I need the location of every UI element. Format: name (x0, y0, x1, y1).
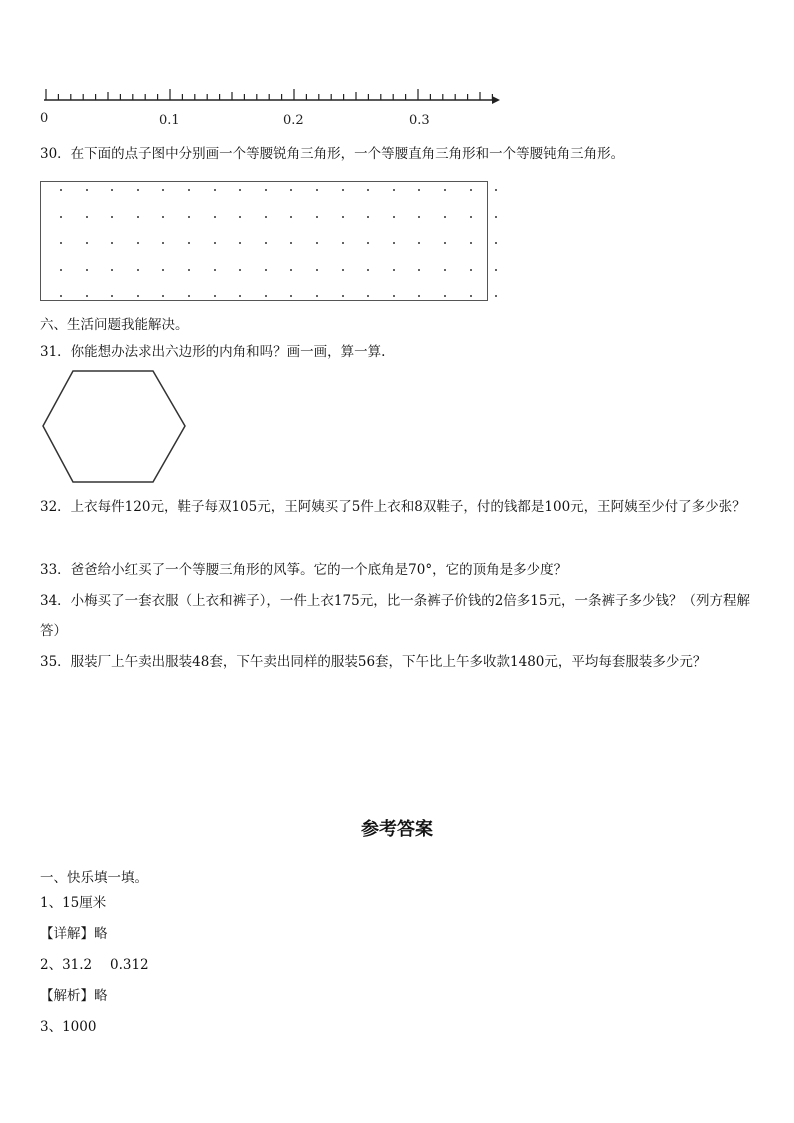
answer-3: 3、1000 (40, 1019, 97, 1035)
grid-dot[interactable] (495, 295, 497, 297)
answer-2-label: 2、31.2 (40, 957, 93, 973)
answer-1: 1、15厘米 (40, 895, 107, 911)
question-32: 32．上衣每件120元，鞋子每双105元，王阿姨买了5件上衣和8双鞋子，付的钱都是100元，王阿姨至少付了多少张？ (40, 499, 746, 515)
grid-dot[interactable] (418, 216, 420, 218)
grid-dot[interactable] (444, 242, 446, 244)
question-35: 35．服装厂上午卖出服装48套，下午卖出同样的服装56套，下午比上午多收款1480元，平均每套服装多少元？ (40, 654, 707, 670)
grid-dot[interactable] (86, 269, 88, 271)
question-30: 30．在下面的点子图中分别画一个等腰锐角三角形，一个等腰直角三角形和一个等腰钝角三角形。 (40, 146, 625, 162)
grid-dot[interactable] (342, 242, 344, 244)
grid-dot[interactable] (367, 189, 369, 191)
grid-dot[interactable] (137, 242, 139, 244)
grid-dot[interactable] (444, 216, 446, 218)
grid-dot[interactable] (111, 189, 113, 191)
grid-dot[interactable] (418, 242, 420, 244)
grid-dot[interactable] (214, 189, 216, 191)
grid-dot[interactable] (265, 189, 267, 191)
section-6-heading: 六、生活问题我能解决。 (40, 317, 189, 333)
grid-dot[interactable] (342, 295, 344, 297)
grid-dot[interactable] (137, 189, 139, 191)
grid-dot[interactable] (290, 269, 292, 271)
grid-dot[interactable] (60, 216, 62, 218)
grid-dot[interactable] (470, 189, 472, 191)
hexagon-figure (40, 368, 190, 486)
grid-dot[interactable] (367, 295, 369, 297)
grid-dot[interactable] (470, 269, 472, 271)
grid-dot[interactable] (418, 295, 420, 297)
grid-dot[interactable] (214, 216, 216, 218)
grid-dot[interactable] (137, 216, 139, 218)
grid-dot[interactable] (495, 189, 497, 191)
grid-dot[interactable] (188, 216, 190, 218)
grid-dot[interactable] (495, 216, 497, 218)
grid-dot[interactable] (86, 295, 88, 297)
tick-label-0.3: 0.3 (409, 113, 430, 128)
grid-dot[interactable] (316, 295, 318, 297)
grid-dot[interactable] (137, 269, 139, 271)
grid-dot[interactable] (470, 242, 472, 244)
answer-2-note: 【解析】略 (40, 988, 108, 1004)
grid-dot[interactable] (239, 269, 241, 271)
grid-dot[interactable] (265, 295, 267, 297)
answers-section-1: 一、快乐填一填。 (40, 870, 148, 886)
answer-2-value: 0.312 (110, 957, 149, 973)
grid-dot[interactable] (214, 295, 216, 297)
number-line (40, 86, 510, 110)
grid-dot[interactable] (137, 295, 139, 297)
grid-dot[interactable] (342, 216, 344, 218)
grid-dot[interactable] (495, 269, 497, 271)
question-34: 34．小梅买了一套衣服（上衣和裤子），一件上衣175元，比一条裤子价钱的2倍多15元，一条裤子多少钱？（列方程解答） (40, 593, 750, 639)
grid-dot[interactable] (239, 242, 241, 244)
grid-dot[interactable] (239, 295, 241, 297)
grid-dot[interactable] (60, 295, 62, 297)
number-line-arrow (492, 96, 500, 104)
grid-dot[interactable] (162, 242, 164, 244)
answers-title: 参考答案 (361, 819, 433, 840)
grid-dot[interactable] (495, 242, 497, 244)
grid-dot[interactable] (393, 216, 395, 218)
grid-dot[interactable] (162, 189, 164, 191)
grid-dot[interactable] (111, 269, 113, 271)
grid-dot[interactable] (418, 189, 420, 191)
grid-dot[interactable] (444, 269, 446, 271)
grid-dot[interactable] (290, 295, 292, 297)
grid-dot[interactable] (214, 242, 216, 244)
grid-dot[interactable] (60, 242, 62, 244)
grid-dot[interactable] (265, 269, 267, 271)
grid-dot[interactable] (316, 216, 318, 218)
grid-dot[interactable] (290, 242, 292, 244)
grid-dot[interactable] (162, 269, 164, 271)
grid-dot[interactable] (86, 216, 88, 218)
grid-dot[interactable] (162, 295, 164, 297)
grid-dot[interactable] (444, 295, 446, 297)
tick-label-0.1: 0.1 (159, 113, 180, 128)
grid-dot[interactable] (342, 189, 344, 191)
grid-dot[interactable] (393, 242, 395, 244)
grid-dot[interactable] (444, 189, 446, 191)
grid-dot[interactable] (367, 269, 369, 271)
grid-dot[interactable] (393, 269, 395, 271)
grid-dot[interactable] (111, 216, 113, 218)
grid-dot[interactable] (470, 295, 472, 297)
grid-dot[interactable] (367, 216, 369, 218)
grid-dot[interactable] (367, 242, 369, 244)
grid-dot[interactable] (214, 269, 216, 271)
grid-dot[interactable] (290, 216, 292, 218)
grid-dot[interactable] (111, 242, 113, 244)
answer-1-note: 【详解】略 (40, 926, 108, 942)
grid-dot[interactable] (111, 295, 113, 297)
grid-dot[interactable] (60, 189, 62, 191)
grid-dot[interactable] (239, 216, 241, 218)
question-31: 31．你能想办法求出六边形的内角和吗？画一画，算一算. (40, 344, 386, 360)
grid-dot[interactable] (86, 189, 88, 191)
grid-dot[interactable] (316, 269, 318, 271)
grid-dot[interactable] (188, 295, 190, 297)
grid-dot[interactable] (188, 242, 190, 244)
grid-dot[interactable] (342, 269, 344, 271)
tick-label-0: 0 (40, 111, 49, 126)
grid-dot[interactable] (470, 216, 472, 218)
grid-dot[interactable] (188, 269, 190, 271)
grid-dot[interactable] (239, 189, 241, 191)
dot-grid[interactable] (40, 181, 488, 301)
grid-dot[interactable] (290, 189, 292, 191)
question-33: 33．爸爸给小红买了一个等腰三角形的风筝。它的一个底角是70°，它的顶角是多少度？ (40, 562, 568, 578)
grid-dot[interactable] (393, 189, 395, 191)
grid-dot[interactable] (393, 295, 395, 297)
grid-dot[interactable] (188, 189, 190, 191)
grid-dot[interactable] (86, 242, 88, 244)
grid-dot[interactable] (265, 216, 267, 218)
grid-dot[interactable] (265, 242, 267, 244)
tick-label-0.2: 0.2 (283, 113, 304, 128)
grid-dot[interactable] (316, 242, 318, 244)
grid-dot[interactable] (60, 269, 62, 271)
grid-dot[interactable] (418, 269, 420, 271)
grid-dot[interactable] (316, 189, 318, 191)
grid-dot[interactable] (162, 216, 164, 218)
